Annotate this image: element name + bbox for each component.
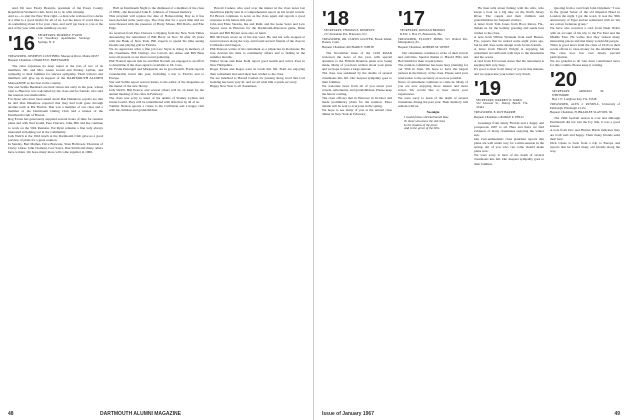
class-year-heading: '18	[322, 8, 350, 30]
left-col-3	[210, 6, 305, 406]
poem-title: Nostalgia	[426, 110, 440, 115]
class-17-section	[398, 9, 468, 108]
right-col-2	[398, 6, 468, 406]
poem-block	[404, 111, 462, 131]
class-17-agent: Bequest Chairman, ROBERT M. WHITE	[398, 45, 450, 50]
class-19-agent: Bequest Chairman, GEORGE P. FIELD	[474, 114, 524, 119]
class-19-treasurer: TREASURER, E. ROY BARRIE	[474, 109, 516, 114]
magazine-title: DARTMOUTH ALUMNI MAGAZINE	[100, 411, 181, 417]
class-16-section	[8, 34, 103, 155]
class-16-body: The class expresses its deep regret at the loss of two of its members. Mr. and Mrs. Glenn Gould and Stanley Lyman, and sympathy to their families for sincere sympathy. Their widows and members will give up in support of the DARTMOUTH ALUMNI MAGAZINE as the best in the country. Star and Selma Bernhard are their return last early in the year, whose visit to Hanover was welcomed by the class and its friends, who said the reunion was memorable. For those who have been asked about Dan Dinsmore, reports are that he and Dan Dinsmore reported that they had both gone through another term at Bar Harbor. Dan was a member of our class and a member of the Dartmouth Outing Club and a trustee of the Dartmouth Club of Boston. Rog Evans has generously supplied several hours of time for reunion plans and with Ned Gould, Pete Chevers, John, Bill and Ike continue to work on the 50th Reunion. Pat Ryan remains a fine lady always interested in helping out in the community. Jack Welch at the 1916 lunch at the Dartmouth Club gave us a good preview of plans for a great reunion. In Sunday, Bert Mathes, Dave Brewster, Slats Holbrook, Thornton of Chevy Chase, John Clement, Lew Sayre, Dan Smith and many others have written. We hope many more will come together in 1966.	[8, 64, 103, 155]
class-17-body: Our classmates continue to write of their travels and activities. Special thanks to Harold Ellis and Ben Smith for their recent letters. The reunion committee has been busy planning for our 50th in June. We hope to have the largest turnout in the history of the class. Please send your reservation to the secretary as soon as possible. News of retirement continues to come in. Many of you are now enjoying more leisure and more travel. We would like to hear about your experiences. We were sorry to learn of the death of several classmates during the past year. Their memory will remain with us.	[398, 50, 468, 109]
class-17-secretary: SECRETARY, DONALD BROOKS R.F.D. 1, Box 27, Brunswick, Me.	[400, 28, 446, 36]
right-page	[314, 0, 628, 420]
class-19-section	[474, 79, 544, 166]
magazine-issue: Issue of January 1967	[322, 411, 374, 417]
right-col4-text: Quoting from a card from John Chipman: "I was in the 'grand Salon' of the old Imperial Hotel in London the night I got the word. It was the 50th anniversary of Tiger and he celebrated with us. We are a most fortunate group." We have also received a card from Nash Wolfe with an account of his trip to the Far East and the Middle East. He writes that they visited many interesting places and met many wonderful people. There is good news from the class of 1919 on their recent efforts to raise money for the Alumni Fund. The class now has over ninety percent participation. We are grateful to all who have contributed news for this column. Please keep it coming.	[550, 6, 620, 68]
class-18-section	[322, 9, 392, 116]
class-17-treasurer: TREASURER, ELLIOTT BOND, 515 Oxford Rd., Montgomery, Pa.	[398, 36, 468, 45]
class-year-heading: '19	[474, 77, 502, 100]
right-col-1	[322, 6, 392, 406]
class-16-secretary: SECRETARY, MORRIS F. EVANS 112 Woodbury Apartments, Saratoga Springs, N. Y.	[37, 32, 90, 45]
class-18-treasurer: TREASURER, DR. CURTIS GLOVER, Brook Island, Darien, Conn.	[322, 36, 392, 45]
left-col1-text: And I'm sure Fuzzy Besnick, president of the Essex County Republican Women's Club, had a lot to do with winning. And so—to start the New Year right—a man who reviewed two decks at a time is a good model for all of us. Let me know if you'd like to do something about it for your class, and we'll get back to you at the end of the year with some summary on rest.	[8, 6, 103, 31]
left-col-1	[8, 6, 103, 406]
left-col3-text: Harold Cashen, who read over the matter in the class notes last month has kindly sent in a comprehensive report on his recent travels. Ed Brown continues to serve as the class agent and reports a good response to his letters this year. John and Elsie Stearns, Ike and Ruth, and the Gene Sears and Lew Sayres were in Hanover for the Dartmouth-Princeton game. Rube Green and Bill Bryant were also on hand. Bill McClean wrote us of his trip west. He and his wife stopped at several places along the way, and found several friends of the class in California and Oregon. Phil Pearson writes of his retirement as a physician in Rochester. He now devotes his time to community affairs and to fishing in the summer months. Walter Stone and Russ Kohl report good health and active lives in New Hampshire. Roger Evans and Roger were in touch this fall. Both are enjoying their retirement and send their best wishes to the class. We are indebted to Harold Cashen for passing along word that Carl Gehring has been very ill, and we all wish him a quick recovery. Happy New Year to all classmates.	[210, 6, 305, 88]
page-number: 49	[614, 411, 620, 417]
page-number: 48	[8, 411, 14, 417]
left-col2-text: Hall on Dartmouth Night to the dismissal of a member of the class of 1866—the Reverend John E. Johnson, of blessed memory. This program will replace the date of Homecoming Day as it has been decided some years ago. The class met for a good time and we were blessed with the presence of Harry Moses, Bill Davis, and Elie Pugs. As received from Pete Chevers a clipping from the New York Times announcing the retirement of Bill Berry on Nov. 30 after 43 years with the Bank of New York. Bill expects to spend his time seeing friends and playing golf in Florida. We do appreciate what a fine job Lew Sayre is doing in memory of his classmates. Bill Chelsey, Joe Carroll, Art Ames and Bill Buss were all present at our most recent gathering. Phil Noxtell reports that he and Phil Noxtell are engaged to an effort to determine if the class agent is available to Dr. Cass. Dr. Frank Pettengill and Marguerite are in good health. Frank reports considerable travel this year, including a trip to Florida and to Europe. Star and Selma report several letters to the editor of the magazine on the matter of the new library. Jack Welch, Bill Pearce, and several others will be on hand for the annual meeting of the class in February. The class was sorry to learn of the deaths of Stanley Lyman and Glenn Gould. They will be remembered with affection by all of us. Tommy Nelson reports a cruise to the Caribbean and a happy visit with his children and grandchildren.	[109, 6, 204, 113]
class-20-secretary: SECRETARY, ARNOLD M. WHITMORE Box 117, Longboat Key, Fla. 33548	[552, 89, 604, 101]
class-16-agent: Bequest Chairman, CHARLES E. BREYMAIER	[8, 58, 70, 63]
right-col-4	[550, 6, 620, 406]
left-col-2	[109, 6, 204, 406]
class-year-heading: '16	[8, 32, 36, 55]
class-20-body: The 1966 football season is over and although Dartmouth did not win the Ivy title, it was a good season. A note from Doc and Harriet Hatch indicates they are both well and happy. Their many friends send their best. Dick Chase is back from a trip to Europe and reports that he found many old friends along the way.	[550, 116, 620, 153]
class-year-heading: '17	[398, 8, 426, 30]
class-20-treasurer: TREASURER, ALEX J. RUSSELL, University of Pittsburgh, Pittsburgh 13, Pa.	[550, 101, 620, 110]
poem-lines: I would follow old Dartmouth Row To those who know the old class In the shadow of the pines And in the green of the hills.	[404, 115, 449, 131]
class-year-heading: '20	[550, 69, 578, 92]
class-19-body: Greetings from sunny Florida and a happy and prosperous 1967 to all. Here and there we find evidence of many classmates enjoying the winter sun. Our ever-enthusiastic class president reports that plans are well under way for a mini-reunion in the spring. All of you who can come should make plans now. We were sorry to hear of the death of several classmates this fall. Our deepest sympathy goes to their families.	[474, 120, 544, 166]
class-18-agent: Bequest Chairman, RICHARD F. WHITE	[322, 45, 375, 50]
class-18-body: The November issue of the 1918 ROAR reviewed the news of the year, with special attention to the Fiftieth Reunion plans now being made. Many of you have written about your plans and we hope to have a large turnout. The class was saddened by the deaths of several classmates this fall. Our deepest sympathy goes to their families. We welcome news from all of you about your travels, retirements, and grandchildren. Please keep the letters coming. The class officers met in Hanover in October and made preliminary plans for the reunion. More details will be sent to everyone in the spring. We hope to see many of you at the annual class dinner in New York in February.	[322, 50, 392, 117]
right-col3-text: He then tells about fishing with his wife, who keeps a boat on a big lake on the North Jersey River. The couple and their children and grandchildren are frequent visitors. A letter from Tom Jones from Boca Raton, Fla., thanks us for the holiday greeting and sends best wishes to the class. A note from Wilbur Wolstein from Gulf Breeze, Fla., reports that he retired some eight years ago, but he still does some design work for his friends. A letter from Harold Wright is enjoying his retirement in California with trips to the mountains and the ocean. A card from Ed Gowen states that his retirement is keeping him very busy. It's good to hear from many of you in this manner, and we appreciate your letters very much.	[474, 6, 544, 76]
class-18-secretary: SECRETARY, THOMAS E. KEMPLEY 217 Alexander Rd., Princeton, N.J.	[324, 28, 375, 36]
class-20-section	[550, 70, 620, 153]
class-20-agent: Bequest Chairman, H. BRADLEE SLAYTON, JR.	[550, 110, 613, 115]
class-19-secretary: SECRETARY, WARREN W. WARD 312 Gleason St., Delray Beach, Fla. 33444	[476, 97, 528, 110]
class-16-treasurer: TREASURER, JOSEPH H. COUTINHO, Sheepscot River, Maine 04537	[8, 53, 99, 58]
right-col-3	[474, 6, 544, 406]
